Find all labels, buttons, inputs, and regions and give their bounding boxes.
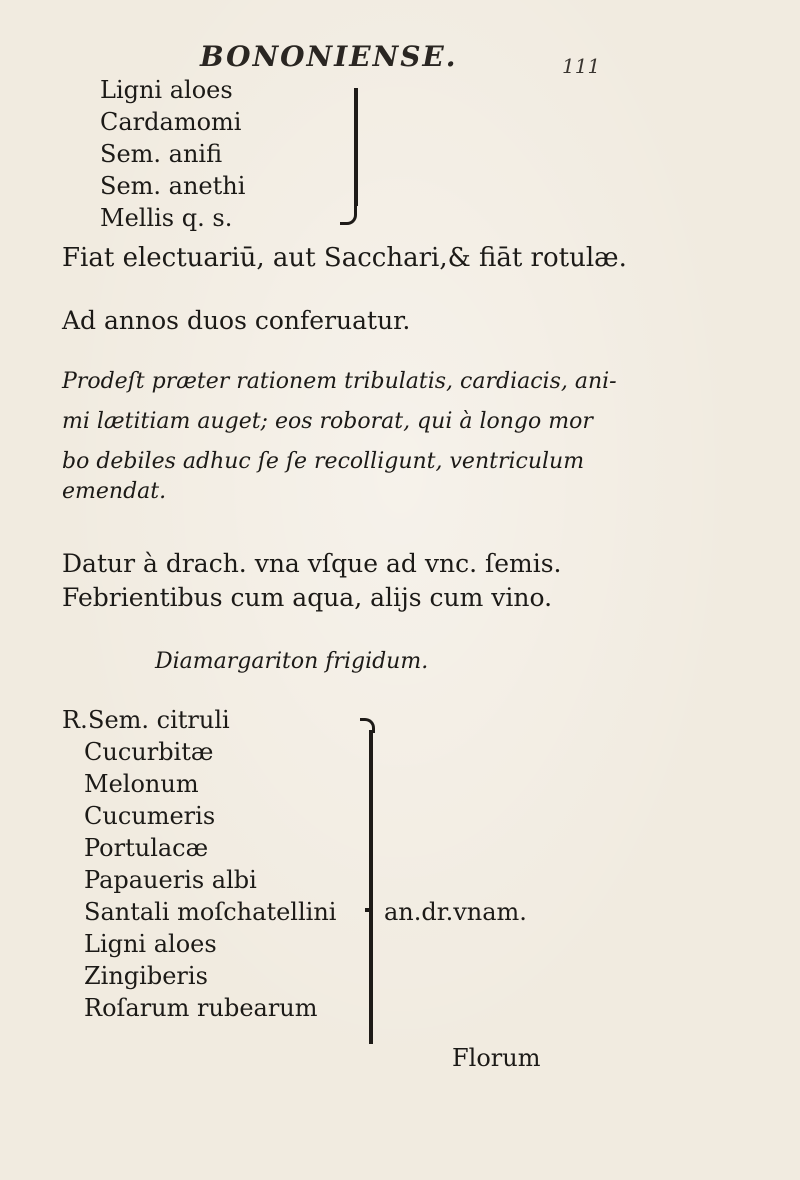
recipe1-instruction: Fiat electuariū, aut Sacchari,& fiāt rotulæ. [62,243,627,273]
ingredient-portulacae: Portulacæ [84,834,209,862]
description-line-4: emendat. [62,479,167,504]
recipe2-title: Diamargariton frigidum. [155,649,429,674]
description-line-1: Prodeſt præter rationem tribulatis, cardiacis, ani- [62,369,617,394]
recipe-prefix: R. [62,706,88,734]
ingredient-papaueris: Papaueris albi [84,866,257,894]
quantity-annotation: an.dr.vnam. [384,898,527,926]
ingredient-cucumeris: Cucumeris [84,802,216,830]
ingredient-sem-anethi: Sem. anethi [100,172,246,200]
ingredient-sem-anisi: Sem. anifi [100,140,223,168]
running-title: BONONIENSE. [200,40,458,73]
ingredient-rosarum: Roſarum rubearum [84,994,318,1022]
dosage-line-2: Febrientibus cum aqua, alijs cum vino. [62,583,553,612]
ingredient-santali: Santali moſchatellini [84,898,337,926]
ingredient-ligni-aloes-2: Ligni aloes [84,930,217,958]
ingredient-cucurbitae: Cucurbitæ [84,738,214,766]
dosage-line-1: Datur à drach. vna vſque ad vnc. ſemis. [62,549,562,578]
ingredient-zingiberis: Zingiberis [84,962,208,990]
ingredient-melonum: Melonum [84,770,199,798]
ingredient-ligni-aloes: Ligni aloes [100,76,233,104]
catchword: Florum [452,1044,541,1072]
ingredient-cardamomi: Cardamomi [100,108,242,136]
description-line-2: mi lætitiam auget; eos roborat, qui à longo mor [62,409,593,434]
ingredient-mellis: Mellis q. s. [100,204,233,232]
conservation-note: Ad annos duos conferuatur. [62,306,411,335]
ingredient-sem-citruli: Sem. citruli [88,706,230,734]
page-number: 111 [562,54,601,78]
description-line-3: bo debiles adhuc ſe ſe recolligunt, ventriculum [62,449,585,474]
